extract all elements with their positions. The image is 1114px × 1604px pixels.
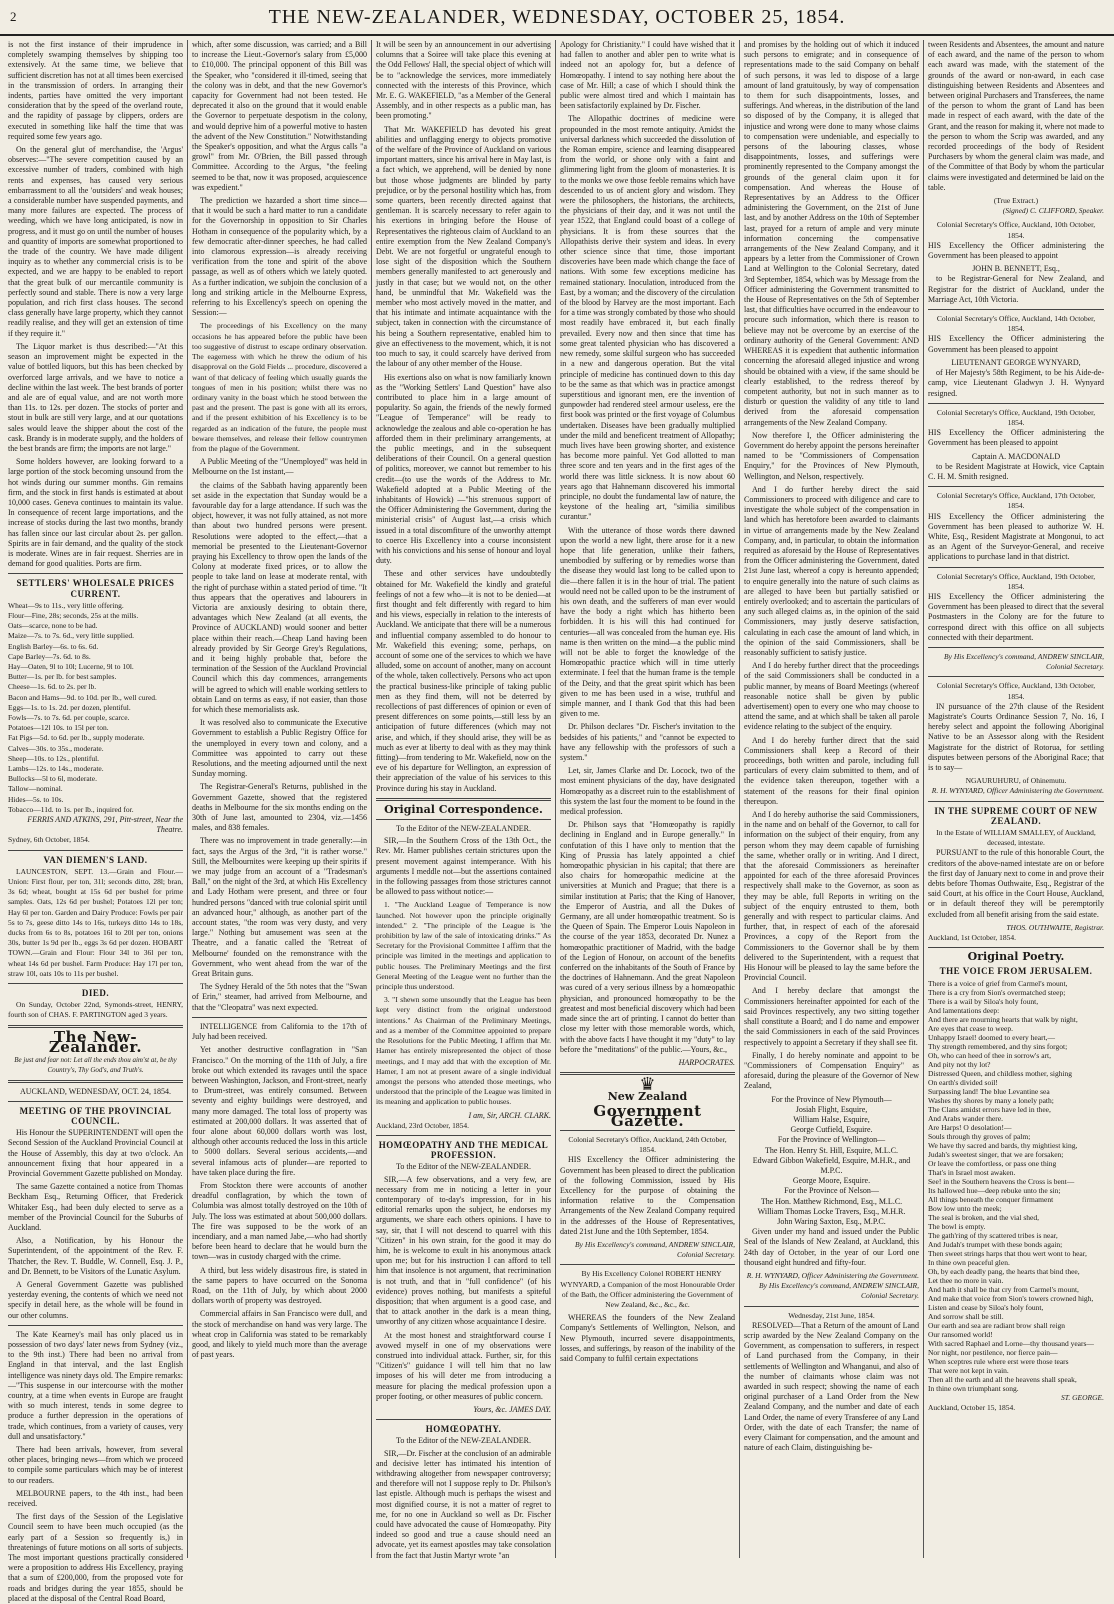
paragraph: Given under my hand and issued under the Public Seal of the Islands of New Zealand, at Auckland, this 24th day of October, in the year of our Lord one thousand eight hundred and fifty-four. <box>744 1227 919 1267</box>
poem-line: And make that voice from Sion's towers crowned high, <box>928 1293 1094 1303</box>
motto: Be just and fear not: Let all the ends thou aim'st at, be thy Country's, Thy God's, and Truth's. <box>14 1056 177 1075</box>
paragraph: The same Gazette contained a notice from Thomas Beckham Esq., Returning Officer, that Frederick Whitaker Esq., had been duly elected to serve as a member of the Provincial Council for the Suburbs of Auckland. <box>8 1182 183 1232</box>
poem-line: That were not kept in vain. <box>928 1365 1009 1375</box>
quoted-passage: The proceedings of his Excellency on the many occasions he has appeared before the public have been too suggestive of distrust to escape ordinary observation. The eagerness with which he threw the odium of his disapproval on the Gold Fields ... procedure, discovered a want of that delicacy of feeling which usually guards the tongues of men in his position; whilst there was no ordinary vanity in the boast which he stood between the past and the present. The past is gone with all its errors, and if the present exhibition of his Excellency is to be regarded as an indication of the future, the people must beware themselves, and release their fellow countrymen from the plague of the Government. <box>192 321 367 453</box>
poem-line: Then all the earth and all the heavens shall speak, <box>928 1374 1077 1384</box>
divider <box>376 1419 551 1420</box>
paragraph: At the most honest and straightforward course I avowed myself in one of my observations were construed into individual attack. Further, sir, for this "Citizen's" guidance I will tell him that no law imposes of his will deter me from introducing a measure for placing the medical profession upon a proper footing, or other measures of public concern. <box>376 1330 551 1401</box>
poem-line: That's in Israel most awaken. <box>928 1167 1016 1177</box>
paragraph: The Registrar-General's Returns, published in the Government Gazette, showed that the registered deaths in Melbourne for the six months ending on the 30th of June last, amounted to 2304, viz.—1456 males, and 838 females. <box>192 782 367 833</box>
gazette-notice <box>928 491 1104 567</box>
paragraph: Let, sir, James Clarke and Dr. Locock, two of the most eminent physicians of the day, have designated Homœopathy as a discreet ruin to the establishment of this system the last four the moment to be found in the medical profession. <box>560 766 735 817</box>
paragraph: A third, but less widely disastrous fire, is stated in the same papers to have occurred on the Sonoma Road, on the 11th of July, by which about 2000 dollars worth of property was destroyed. <box>192 1265 367 1306</box>
poem-line: Are eyes that cease to weep. <box>928 1023 1013 1033</box>
paragraph: Apology for Christianity." I could have wished that it had fallen to another and abler pen to write what is indeed not an apology for, but a defence of Homœopathy. I intend to say nothing here about the case of Mr. Hill; a case of which I should think the public were almost tired and which I maintain has been satisfactorily explained by Dr. Fischer. <box>560 40 735 111</box>
commissioner-line: Edward Gibbon Wakefield, Esquire, M.H.R., and M.P.C. <box>752 1155 911 1175</box>
divider <box>928 567 1104 568</box>
paragraph: Commercial affairs in San Francisco were dull, and the stock of merchandise on hand was very large. The wheat crop in California was stated to be remarkably good, and likely to yield much more than the average of past years. <box>192 1309 367 1360</box>
letter-address: To the Editor of the NEW-ZEALANDER. <box>396 1436 531 1446</box>
commissioner-line: The Hon. Henry St. Hill, Esquire, M.L.C. <box>764 1145 899 1155</box>
paragraph: Finally, I do hereby nominate and appoint to be "Commissioners of Compensation Enquiry" as aforesaid, during the pleasure of the Governor of New Zealand, <box>744 1050 919 1091</box>
poem-line: Surpassing land! The blue Levantine sea <box>928 1086 1050 1096</box>
poem-line: See! in the Southern heavens the Cross is bent— <box>928 1176 1075 1186</box>
divider <box>928 676 1104 677</box>
commissioner-line: The Hon. Matthew Richmond, Esq., M.L.C. <box>760 1196 903 1206</box>
divider <box>560 1264 735 1265</box>
price-line: Tallow—nominal. <box>8 784 63 794</box>
poem-line: The bowl is empty. <box>928 1221 986 1231</box>
poem-line: Unhappy Israel! doomed to every heart,— <box>928 1032 1056 1042</box>
price-line: Hides—5s. to 10s. <box>8 794 64 804</box>
poem-line: Its hallowed hue—deep rebuke unto the sin; <box>928 1185 1061 1195</box>
paragraph: And I do further hereby direct the said Commissioners to proceed with diligence and care to investigate the whole subject of the compensation in land which has heretofore been awarded to claimants in virtue of arrangements made by the New Zealand Company, and, in particular, to obtain the information required as aforesaid by the House of Representatives from the Officer administering the Government, dated 21st June last, whereof a copy is hereunto appended; to enquire generally into the nature of such claims as are alleged to have been but partially satisfied or entirely overlooked; and to ascertain the particulars of any such alleged claims as, in the opinion of the said Commissioners, may justly deserve satisfaction, calculating in each case the amount of land which, in the opinion of the said Commissioners, shall be reasonably sufficient to satisfy justice. <box>744 484 919 657</box>
gazette-notice <box>928 572 1104 648</box>
price-line: Butter—1s. per lb. for best samples. <box>8 672 117 682</box>
paragraph: tween Residents and Absentees, the amount and nature of each award, and the name of the person to whom each award was made, with the statement of the grounds of the award or non-award, in each case distinguishing between Residents and Absentees and between original Purchasers and Transferees, the name of the person to whom the grant of Land has been made in respect of each award, with the date of the Grant, and the reason for making it, where not made to the person to whom the Scrip was awarded, and any recorded proceedings of the body of Resident Purchasers by whom the general claim was made, and of the Committee of that Body by whom the particular claims were investigated and determined be laid on the table. <box>928 40 1104 192</box>
paragraph: The Allopathic doctrines of medicine were propounded in the most remote antiquity. Amidst the universal darkness which succeeded the dissolution of the Roman empire, science and learning disappeared from the world, or shone only with a faint and glimmering light from the gloom of monasteries. It is to the monks we owe those feeble remains which have descended to us of ancient glory and wisdom. They were the philosophers, the historians, the architects, the physicians of their day, and it was not until the year 1522, that England could boast of a college of physicians. It is from these sources that the Allopathists derive their system and ideas. In every other science since that time, those important discoveries have been made which change the face of nations. With some few exceptions medicine has remained stationary. Inoculation, introduced from the East, by a woman; and the discovery of the circulation of the blood by Harvey are the most important. Each for a time was strongly combated by those who should most readily have embraced it, but each finally prevailed. Every now and then since that time has some great talented physician who has discovered a new remedy, some skilful surgeon who has succeeded in a new and dangerous operation. But the vital principle of medicine has continued down to this day to be the same as that which was in practice amongst superstitious and ignorant men, ere the invention of gunpowder had rendered steel armour useless, ere the first book was printed or the first voyage of Columbus undertaken. Diseases have been gradually multiplied under the mild and beneficent treatment of Allopathy; much lives have been growing shorter, and existence has become more painful. Yet God allotted to man three score and ten years and in the first ages of the world there was little sickness. It is now about 60 years ago that Hahnemann discovered his immortal principle, no doubt the fundamental law of nature, the keystone of the healing art, "similia similibus curantur." <box>560 114 735 522</box>
notice-body: HIS Excellency the Officer administering the Government has been pleased to appoint <box>928 428 1104 448</box>
signature: I am, Sir, ARCH. CLARK. <box>468 1110 551 1120</box>
price-line: Bullocks—5l to 6l, moderate. <box>8 774 97 784</box>
office-dateline: Colonial Secretary's Office, Auckland, 24th October, 1854. <box>568 1134 727 1155</box>
section-heading-meeting: MEETING OF THE PROVINCIAL COUNCIL. <box>19 1105 172 1126</box>
office-dateline: Colonial Secretary's Office, Auckland, 19th October, 1854. <box>936 571 1096 591</box>
paragraph: IN pursuance of the 27th clause of the Resident Magistrate's Courts Ordinance Session 7, No. 16, I hereby select and appoint the following Aboriginal Native to be an Assessor along with the Resident Magistrate for the district of Rotorua, for settling disputes between persons of the Aboriginal Race; that is to say— <box>928 701 1104 772</box>
paragraph: There had been arrivals, however, from several other places, bringing news—from which we proceed to compile some particulars which may be of interest to our readers. <box>8 1445 183 1485</box>
poem-line: Washes thy shores by many a lonely path; <box>928 1095 1054 1105</box>
commissioner-line: George Moore, Esquire. <box>792 1176 871 1186</box>
price-line: Oats—scarce, none to be had. <box>8 621 98 631</box>
poem-line: Listen and cease by Siloa's holy fount, <box>928 1302 1044 1312</box>
appointee-name: JOHN B. BENNETT, Esq., <box>972 264 1060 274</box>
column-4 <box>556 40 740 1558</box>
section-heading-prices: SETTLERS' WHOLESALE PRICES CURRENT. <box>16 578 175 599</box>
price-line: English Barley—6s. to 6s. 6d. <box>8 641 99 651</box>
paragraph: MELBOURNE papers, to the 4th inst., had been received. <box>8 1488 183 1509</box>
poem-line: Our ransomed world! <box>928 1329 993 1339</box>
paragraph: and promises by the holding out of which it induced such persons to emigrate; and in consequence of representations made to the said Company on behalf of such persons, it was led to dispose of a large amount of land gratuitously, by way of compensation to them for such disappointments, losses, and sufferings. And whereas, in the distribution of the land so disposed of by the Company, it is alleged that injustice and wrong were done to many whose claims to compensation were undeniable, and especially to persons of the labouring classes, whose disappointments, losses, and sufferings were prominently represented to the Company amongst the grounds of the general claim upon it for compensation. And whereas the House of Representatives by an Address to the Officer administering the Government, on the 21st of June last, and by another Address on the 10th of September last, prayed for a return of ample and very minute information concerning the compensative arrangements of the New Zealand Company, and it appears by a letter from the Commissioner of Crown Land at Wellington to the Colonial Secretary, dated 3rd September, 1854, which was by Message from the Officer administering the Government transmitted to the House of Representatives on the 5th of September last, that difficulties have occurred in the endeavour to procure such information, which there is reason to believe may not be overcome by an exercise of the ordinary authority of the General Government: AND WHEREAS it is expedient that authentic information concerning the aforesaid alleged injustice and wrong should be obtained with a view, if the same should be clearly established, to the redress thereof by competent authority, but not in such manner as to disturb or question the validity of any title to land derived from the aforesaid compensation arrangements of the New Zealand Company. <box>744 40 919 427</box>
signature: R. H. WYNYARD, Officer Administering the Government. <box>746 1270 919 1280</box>
poem-line: When sceptres rule where erst were those tears <box>928 1356 1069 1366</box>
divider <box>8 1080 183 1083</box>
dateline: Wednesday, 21st June, 1854. <box>788 1310 875 1320</box>
poem-line: And hath it shall be that cry from Carmel's mount, <box>928 1284 1079 1294</box>
price-line: Fat Pigs—5d. to 6d. per lb., supply moderate. <box>8 733 145 743</box>
paragraph: The Sydney Herald of the 5th notes that the "Swan of Erin," steamer, had arrived from Melbourne, and that the "Cleopatra" was next expected. <box>192 982 367 1012</box>
paragraph: is not the first instance of their imprudence in completely swamping themselves by shipping too extensively. At the same time, we believe that sufficient discretion has not at all times been exercised in the transmission of orders. In arranging their indents, parties have omitted the very important consideration that by the speed of the overland route, and the rapidity of passage by clippers, orders are executed in something like half the time that was required some few years ago. <box>8 40 183 141</box>
paragraph: RESOLVED—That a Return of the amount of Land scrip awarded by the New Zealand Company on the Government, as compensation to sufferers, in respect of Land purchased from the Company, in their settlements of Wellington and Whanganui, and also of the number of claimants whose claim was not awarded in such respect; showing the name of each original purchaser of a Land Order from the New Zealand Company, and the number and date of each Land Order, the name of every Transferee of any Land Order, with the date of each Transfer; the name of every Claimant for compensation, and the amount and nature of each Claim, distinguishing be- <box>744 1320 919 1453</box>
office-dateline: Colonial Secretary's Office, Auckland, 13th October, 1854. <box>936 681 1096 701</box>
poem-line: There is a voice of grief from Carmel's mount, <box>928 978 1068 988</box>
paragraph: A General Government Gazette was published yesterday evening, the contents of which we need not specify in detail here, as the whole will be found in our other columns. <box>8 1279 183 1320</box>
paragraph: which, after some discussion, was carried; and a Bill to increase the Lieut.-Governor's salary from £5,000 to £10,000. The principal opponent of this Bill was the Speaker, who "considered it ill-timed, seeing that the colony was in debt, and that the new Governor's capacity for Government had not been tested. He deprecated it also on the ground that it would enable the Governor to perpetuate despotism in the colony, and would deprive him of a powerful motive to hasten the advent of the New Constitution." Notwithstanding the Speaker's opposition, and what the Argus calls "a growl" from Mr. O'Brien, the Bill passed through Committee. According to the Argus, "the feeling seemed to be that, now it was proposed, acquiescence was expedient." <box>192 40 367 192</box>
dateline: Auckland, October 15, 1854. <box>928 1402 1016 1412</box>
divider <box>376 1135 551 1136</box>
price-line: Fowls—7s. to 7s. 6d. per couple, scarce. <box>8 713 130 722</box>
commissioner-line: William Halse, Esquire, <box>793 1114 870 1124</box>
poem-title: THE VOICE FROM JERUSALEM. <box>939 966 1093 977</box>
dateline: Auckland, 23rd October, 1854. <box>376 1120 470 1130</box>
poem-line: In thine own triumphant song. <box>928 1383 1019 1393</box>
paragraph: From Stockton there were accounts of another dreadful conflagration, by which the town of Columbia was almost totally destroyed on the 10th of July. The loss was estimated at about 500,000 dollars. The fire was supposed to be the work of an incendiary, and a man named Jabe,—who had shortly before been heard to declare that he would burn the town—was in custody charged with the crime. <box>192 1180 367 1262</box>
signature: Yours, &c. JAMES DAY. <box>473 1405 551 1414</box>
poem-line: Nor night, nor pestilence, nor fierce pain— <box>928 1347 1058 1357</box>
columns <box>4 40 1110 1603</box>
estate-subtitle: In the Estate of WILLIAM SMALLEY, of Auckland, deceased, intestate. <box>936 828 1096 848</box>
paragraph: And I do hereby authorise the said Commissioners, in the name and on behalf of the Governor, to call for information on the subject of their enquiry, from any person whom they may deem capable of furnishing the same, whether orally or in writing. And I direct, that the aforesaid Commissioners as hereinafter appointed for each of the three aforesaid Provinces respectively shall make to the Governor, as soon as they may be able, full Reports in writing on the subject of the enquiry entrusted to them, both generally and with respect to particular claims. And further, that, in respect of each of the aforesaid Provinces, a copy of the Report from the Commissioners to the Governor shall be by them delivered to the Superintendent, with a request that His Honour will be pleased to lay the same before the Provincial Council. <box>744 810 919 983</box>
appointee-name: LIEUTENANT GEORGE WYNYARD, <box>951 357 1081 367</box>
gazette-notice <box>928 314 1104 404</box>
divider <box>928 403 1104 404</box>
price-line: Hay—Oaten, 9l to 10l; Lucerne, 9l to 10l. <box>8 661 134 671</box>
divider <box>928 647 1104 648</box>
price-line: Potatoes—12l 10s. to 15l per ton. <box>8 723 109 733</box>
signature: By His Excellency's command, ANDREW SINCLAIR, Colonial Secretary. <box>944 651 1104 672</box>
paragraph: the claims of the Sabbath having apparently been set aside in the expectation that Sunday would be a favourable day for a large attendance. If such was the object, however, it was not fully attained, as not more than about two hundred persons were present. Resolutions were adopted to the effect,—that a memorial be presented to the Lieutenant-Governor praying his Excellency to throw open the lands of the Colony at moderate fixed prices, or to allow the people to take land on lease at moderate rental, with the right of purchase within a stated period of time. "It thus appears that the operatives and labourers in Victoria are anxiously desiring to obtain there, advantages which New Zealand (at all events, the Province of AUCKLAND) would sooner and better place within their reach.—Cheap Land having been already provided by Sir George Grey's Regulations, and it being highly probable that, before the termination of the Session of the Auckland Provincial Council which this day commences, arrangements will be agreed to which will enable working settlers to obtain Land on terms as easy, if not easier, than those for which these memorialists ask. <box>192 480 367 714</box>
dateline: Auckland, 1st October, 1854. <box>928 933 1017 943</box>
divider <box>744 1306 919 1307</box>
notice-body: HIS Excellency the Officer administering the Government has been pleased to direct that the several Postmasters in the Colony are for the future to correspond direct with this office on all subjects connected with their department. <box>928 591 1104 642</box>
price-line: Cheese—1s. 6d. to 2s. per lb. <box>8 682 97 692</box>
section-heading-correspondence: Original Correspondence. <box>384 802 543 816</box>
poem-line: Oh, by each deadly pang, the hearts that bind thee, <box>928 1266 1080 1276</box>
letter-address: To the Editor of the NEW-ZEALANDER. <box>396 1162 531 1172</box>
paragraph: LAUNCESTON, SEPT. 13.—Grain and Flour.—Union: First flour, per ton, 31l; seconds ditto, 28l; bran, 3s 6d; wheat, bought at 15s 6d per bushel for prime samples. Oats, 12s 6d per bushel; Potatoes 12l per ton; Hay 6l per ton. Garden and Dairy Produce: Fowls per pair 5s to 7s, geese ditto 14s to 16s, turkeys ditto 14s to 18s, ducks from 6s to 8s, potatoes 16l to 20l per ton, onions 30s, butter 1s 9d per lb., eggs 3s 6d per dozen. HOBART TOWN.—Grain and Flour: Flour 34l to 36l per ton, wheat 14s 6d per bushel. Farm Produce: Hay 17l per ton, straw 10l, oats 10s to 11s per bushel. <box>8 866 183 978</box>
poem-line: Bow low unto the meek; <box>928 1203 1002 1213</box>
section-heading-poetry: Original Poetry. <box>967 950 1065 964</box>
price-line: Wheat—9s to 11s., very little offering. <box>8 600 124 610</box>
poem-line: Thy strength remembered, and thy sins forgot; <box>928 1041 1068 1051</box>
royal-crest-icon: ♛ <box>639 1074 656 1095</box>
office-dateline: Colonial Secretary's Office, Auckland, 19th October, 1854. <box>936 407 1096 427</box>
masthead <box>0 0 1114 36</box>
poem-line: There is a cry from Sion's overmatched steep; <box>928 987 1066 997</box>
divider <box>928 801 1104 802</box>
poem-line: And Arabs wander there. <box>928 1113 1003 1123</box>
paragraph: His Honour the SUPERINTENDENT will open the Second Session of the Auckland Provincial Council at the House of Assembly, this day at two o'clock. An announcement fixing that hour appeared in a Provincial Government Gazette published on Monday. <box>8 1128 183 1178</box>
paragraph: The Liquor market is thus described:—"At this season an improvement might be expected in the value of bottled liquors, but this has been checked by overforced large arrivals, and we have to notice a decline within the last week. The best brands of porter and ale are of equal value, and are not worth more than 11s. to 12s. per dozen. The stocks of porter and stout in bulk are still very large, and at our quotations sales would leave the shipper about the cost of the cask. Brandy is in moderate supply, and the holders of the best brands are firm; the imports are not large." <box>8 341 183 453</box>
notice-body: HIS Excellency the Officer administering the Government has been pleased to appoint <box>928 334 1104 354</box>
poem-line: The seal is broken, and the vial shed, <box>928 1212 1040 1222</box>
divider <box>928 947 1104 948</box>
poem-line: Let thee no more in vain. <box>928 1275 1004 1285</box>
poem-line: All things beneath the conquer firmament <box>928 1194 1054 1204</box>
poem-line: On earth's divided soil! <box>928 1077 998 1087</box>
column-5 <box>740 40 924 1558</box>
paragraph: 3. "I shewn some unsoundly that the League has been kept very distinct from the original understood intentions." As Chairman of the Preliminary Meetings, and as a member of the Committee appointed to prepare the Resolutions for the Public Meeting, I affirm that Mr. Hamer has entirely misrepresented the object of those meetings, and I may add that with the exception of Mr. Hamer, I am not at present aware of a single individual amongst the persons who attended those meetings, who understood that the principle of the League was limited in its meaning and application to public houses. <box>376 995 551 1107</box>
paragraph: Dr. Philson says that "Homœopathy is rapidly declining in England and in Europe generally." In confutation of this I have only to mention that the King of Prussia has lately appointed a chief homœopathic physician in his capital; that there are also chairs for homœopathic medicine at the universities at Munich and Prague; that there is a similar institution at Paris; that the King of Hanover, the Emperor of Austria, and all the Dukes of Germany, are all under homœopathic treatment. So is the Queen of Spain. The Emperor Louis Napoleon in the course of the year 1853, decorated Dr. Nunez a homœopathic practitioner of Madrid, with the badge of the Legion of Honour, on account of the benefits conferred on the inhabitants of the South of France by the doctrines of Hahnemann. And the great Napoleon was cured of a very serious illness by a homœopathic physician, and pronounced homœopathy to be the greatest and most beneficial discovery which had been made since the art of printing. I cannot do better than close my letter with those memorable words, which, with the above facts I have thought it my "duty" to lay before the "meditations" of the public.—Yours, &c., <box>560 820 735 1054</box>
signature: By His Excellency's command, ANDREW SINCLAIR, Colonial Secretary. <box>575 1239 735 1260</box>
paper-title: The New-Zealander. <box>48 1027 143 1056</box>
poem-line: We have thy sacred and bards, thy mightiest king, <box>928 1140 1078 1150</box>
paragraph: On the general glut of merchandise, the 'Argus' observes:—"The severe competition caused by an excessive number of traders, combined with high rents and expenses, has caused very serious embarrassment to all the 'outsiders' and weak houses; a considerable number have suspended payments, and many more failures are expected. The process of weeding, which we have long anticipated, is now in progress, and it must go on until the number of houses and quantity of imports are somewhat proportioned to the trade of the country. We have made diligent inquiry as to whether any commercial crisis is to be expected, and we are happy to be enabled to report that the great bulk of our mercantile community is perfectly sound and stable. There is now a very large population, and rich first class houses. The second class generally have large property, which they cannot readily realise, and they will get an extension of time if they require it." <box>8 145 183 338</box>
paragraph: Yet another destructive conflagration in "San Francisco." On the morning of the 11th of July, a fire broke out which extended its ravages until the space between Washington, Jackson, and Front-street, nearly to Drum-street, was entirely consumed. Between seventy and eighty buildings were destroyed, and many more damaged. The total loss of property was estimated at 200,000 dollars. It was asserted that of four alone about 60,000 dollars worth was lost, although other accounts reduced the loss in this article to 5000 dollars. Several serious accidents,—and several infamous acts of plunder—are reported to have taken place during the fire. <box>192 1045 367 1177</box>
poem-line: And lamentations deep: <box>928 1005 1000 1015</box>
poem-line: Distressed Queen, and childless mother, sighing <box>928 1068 1073 1078</box>
column-1 <box>4 40 188 1603</box>
paragraph: WHEREAS the founders of the New Zealand Company's Settlements of Wellington, Nelson, and New Plymouth, incurred severe disappointments, losses, and sufferings, by reason of the inability of the said Company to fulfil certain expectations <box>560 1313 735 1363</box>
divider <box>8 1325 183 1326</box>
poem <box>928 979 1104 1393</box>
notice-list <box>928 220 1104 648</box>
commissioner-list <box>744 1095 919 1228</box>
paragraph: The prediction we hazarded a short time since—that it would be such a hard matter to run a candidate for the Governorship in opposition to Sir Charles Hotham in consequence of the popularity which, by a few democratic after-dinner speeches, he had called into clamorous expression—is already receiving verification from the tone and spirit of the above passage, as well as of others which we lately quoted. As a further indication, we subjoin the conclusion of a long and striking article in the Melbourne Express, referring to his Excellency's speech on opening the Session:— <box>192 196 367 318</box>
paragraph: The first days of the Session of the Legislative Council seem to have been much occupied (as the early part of a Session so frequently is,) in threatenings of future motions on all sorts of subjects. The most important questions practically considered were a proposition to address His Excellency, praying that a sum of £200,000, from the proposed vote for roads and bridges during the year 1855, should be placed at the disposal of the Central Road Board, <box>8 1512 183 1603</box>
paragraph: Some holders however, are looking forward to a large portion of the stock becoming unsound from the hot winds during our summer months. Gin remains firm, and the stock in first hands is estimated at about 10,000 cases. Geneva continues to maintain its value. In consequence of recent large importations, and the increase of stocks during the last two months, brandy has fallen since our last circular about 2s. per gallon. Spirits are in fair demand, and the quality of the stock is moderate. Wines are in fair request. Sherries are in demand for good qualities. Ports are firm. <box>8 457 183 569</box>
column-2 <box>188 40 372 1558</box>
notice-body: HIS Excellency the Officer administering the Government has been pleased to authorize W. H. White, Esq., Resident Magistrate at Mongonui, to act as an Agent of the Surveyor-General, and receive applications to purchase land in that district. <box>928 511 1104 562</box>
paragraph: SIR,—A few observations, and a very few, are necessary from me in noticing a letter in your contemporary of to-day's impression, for in his editorial remarks upon the subject, he endorses my arguments, we share each others opinions. I have to say, sir, that I will not descend to quarrel with this "Citizen" in his own strain, for the good it may do him, he is welcome to exult in his anonymous attack upon me; but for his instruction I can afford to tell him that insolence is not argument, that recrimination is not truth, and that in "full confidence" (of his evidence) proves nothing, but manifests a spiteful disposition; that when argument is a good case, and that to attack another in the dark is a mean thing, unworthy of any citizen whose acquaintance I desire. <box>376 1174 551 1327</box>
date-line: AUCKLAND, WEDNESDAY, OCT. 24, 1854. <box>19 1086 172 1096</box>
office-dateline: Colonial Secretary's Office, Auckland, 17th October, 1854. <box>936 491 1096 511</box>
divider <box>376 798 551 801</box>
poem-line: And there are mourning hearts that walk by night, <box>928 1014 1078 1024</box>
paragraph: INTELLIGENCE from California to the 17th of July had been received. <box>192 1021 367 1042</box>
office-dateline: Colonial Secretary's Office, Auckland, 14th October, 1854. <box>936 314 1096 334</box>
signature: FERRIS AND ATKINS, 291, Pitt-street, Near the Theatre. <box>27 815 183 835</box>
paragraph: SIR,—Dr. Fischer at the conclusion of an admirable and decisive letter has intimated his intention of withdrawing altogether from newspaper controversy; and therefore will not I suppose reply to Dr. Philson's last epistle. Although much is perhaps the wisest and most dignified course, it is not a matter of regret to me, for no one in Auckland so well as Dr. Fischer could have advocated the cause of Homœopathy. Pity indeed so good and true a cause should need an advocate, yet its earnest apostles may take consolation from the fact that Justin Martyr wrote "an <box>376 1448 551 1560</box>
paragraph: SIR,—In the Southern Cross of the 13th Oct., the Rev. Mr. Hamer publishes certain strictures upon the present movement against intemperance. With his arguments I meddle not—but the assertions contained in the following passages from those strictures cannot be allowed to pass without notice:— <box>376 836 551 897</box>
poem-line: Oh, who can heed of thee in sorrow's art, <box>928 1050 1051 1060</box>
price-line: Tobacco—11d. to 1s. per lb., inquired for. <box>8 804 134 814</box>
appointee-name: NGAURUHURU, of Ohinemutu. <box>965 776 1067 786</box>
poem-line: Souls through thy groves of palm; <box>928 1131 1031 1141</box>
notice-body: HIS Excellency the Officer administering the Government has been pleased to appoint <box>928 240 1104 261</box>
paragraph: Also, a Notification, by his Honour the Superintendent, of the appointment of the Rev. F. Thatcher, the Rev. T. Buddle, W. Connell, Esq. J. P., and Dr. Bennett, to be Visitors of the Lunatic Asylum. <box>8 1236 183 1276</box>
notice-detail: of Her Majesty's 58th Regiment, to be his Aide-de-camp, vice Lieutenant Gladwyn J. H. Wynyard resigned. <box>928 368 1104 398</box>
divider <box>8 1101 183 1102</box>
divider <box>192 1017 367 1018</box>
commissioner-line: For the Province of Wellington— <box>777 1135 886 1145</box>
price-line: Calves—30s. to 35s., moderate. <box>8 743 104 753</box>
price-line: Eggs—1s. to 1s. 2d. per dozen, plentiful. <box>8 702 131 712</box>
paragraph: With the utterance of those words there dawned upon the world a new light, there arose for it a new hope that life generation, unlike their fathers, unembodied by suffering or by remedies worse than the disease they would last long to be called upon to die—there fallen it is in the hour of trial. The patient would need not be called upon to be the instrument of his own death, and the sufferers of man ever would have the body a right which has hitherto been forbidden. It is his will this had continued for centuries—all was concealed from the human eye. His name is then written on the mind—a the public mind will not be able to forget the knowledge of the Homœopathic practice which will in time utterly exterminate. I feel that the human frame is the temple of the Deity, and that the great spirit which has been given to me has been used in a wise, truthful and simple manner, and I thank God that this had been given to me. <box>560 525 735 719</box>
newspaper-title: THE NEW-ZEALANDER, WEDNESDAY, OCTOBER 25, 1854. <box>268 6 846 28</box>
divider <box>928 309 1104 310</box>
price-list <box>8 601 183 815</box>
price-line: Flour—Fine, 28s; seconds, 25s at the mills. <box>8 610 139 620</box>
commissioner-line: William Thomas Locke Travers, Esq., M.H.R. <box>757 1206 906 1216</box>
divider <box>8 573 183 574</box>
poem-line: With sacred Raphael and Lorne—thy thousand years— <box>928 1338 1094 1348</box>
poem-line: And sorrow shall be still. <box>928 1311 1004 1321</box>
gazette-notice <box>928 220 1104 310</box>
poem-line: Our earth and sea are radiant brow shall reign <box>928 1320 1066 1330</box>
poem-line: Or leave the comfortless, or pass one thing <box>928 1158 1057 1168</box>
divider <box>928 486 1104 487</box>
price-line: Sheep—10s. to 12s., plentiful. <box>8 753 100 763</box>
paragraph: On Sunday, October 22nd, Symonds-street, HENRY, fourth son of CHAS. F. PARTINGTON aged 3 years. <box>8 1000 183 1020</box>
gazette-heading-small: New Zealand <box>607 1090 688 1104</box>
section-heading-homeopathy-2: HOMŒOPATHY. <box>425 1424 502 1435</box>
paragraph: The Kate Kearney's mail has only placed us in possession of two days' later news from Sydney (viz., to the 9th inst.) There had been no arrival from England in that interval, and the last English intelligence was ninety days old. The Empire remarks:—"This suspense in our intercourse with the mother country, at a time when events in Europe are fraught with so much interest, tends in some degree to produce a further depression in the operations of trade, which continues, from a variety of causes, very dull and unsatisfactory." <box>8 1329 183 1441</box>
gazette-notice <box>928 408 1104 487</box>
gazette-heading: Government Gazette. <box>593 1101 702 1130</box>
paragraph: A Public Meeting of the "Unemployed" was held in Melbourne on the 1st instant,— <box>192 457 367 477</box>
divider <box>8 983 183 984</box>
poem-line: In thine own peaceful glen. <box>928 1257 1010 1267</box>
commissioner-line: For the Province of New Plymouth— <box>771 1094 892 1104</box>
poem-line: And Judah's trumpet with these bonds again; <box>928 1239 1063 1249</box>
signature: THOS. OUTHWAITE, Registrar. <box>1006 922 1104 932</box>
paragraph: HIS Excellency the Officer administering the Government has been pleased to direct the publication of the following Commission, issued by His Excellency for the purpose of obtaining the information relative to the Compensation Arrangements of the New Zealand Company required in the addresses of the House of Representatives, dated 21st June and the 10th September, 1854. <box>560 1155 735 1236</box>
column-6 <box>924 40 1108 1558</box>
office-dateline: Colonial Secretary's Office, Auckland, 10th October, 1854. <box>936 220 1096 240</box>
signature: ST. GEORGE. <box>1061 1392 1104 1402</box>
paragraph: By His Excellency Colonel ROBERT HENRY WYNYARD, a Companion of the most Honourable Order of the Bath, the Officer administering the Government of New Zealand, &c., &c., &c. <box>560 1269 735 1309</box>
paragraph: And I hereby declare that amongst the Commissioners hereinafter appointed for each of the said Provinces respectively, any two sitting together shall constitute a Board; and I do name and empower the said Commissioners in each of the said Provinces respectively to appoint a Secretary if they shall see fit. <box>744 986 919 1047</box>
paragraph: Dr. Philson declares "Dr. Fischer's invitation to the bedsides of his patients," and "cannot be expected to have any fellowship with the professors of such a system." <box>560 722 735 763</box>
poem-line: Then sweet strings harps that thou wert wont to hear, <box>928 1248 1087 1258</box>
paragraph: And I do hereby further direct that the proceedings of the said Commissioners shall be conducted in a public manner, by means of Board Meetings (whereof reasonable notice shall be given by public advertisement) open to every one who may choose to attend the same, and at which shall be taken all parole evidence relating to the subject of the enquiry. <box>744 661 919 732</box>
section-heading-vdl: VAN DIEMEN'S LAND. <box>43 854 148 865</box>
poem-line: There is a wail by Siloa's holy fount, <box>928 996 1039 1006</box>
paragraph: PURSUANT to the rule of this honorable Court, the creditors of the above-named intestate are on or before the first day of January next to come in and prove their debts before Thomas Outhwaite, Esq., Registrar of the said Court, at his office in the Court House, Auckland, or in default thereof they will be peremptorily excluded from all benefit arising from the said estate. <box>928 848 1104 919</box>
section-heading-died: DIED. <box>81 988 110 999</box>
paragraph: These and other services have undoubtedly obtained for Mr. Wakefield the kindly and grateful feelings of not a few who—it is not to be denied—at first thought and felt differently with regard to him and his views, especially in relation to the interests of Auckland. We anticipate that there will be a numerous and influential company assembled to do honour to Mr. Wakefield this evening; some, perhaps, on account of some one of the services to which we have alluded, some on account of another, many on account of the whole, taken collectively. Persons who act upon the practical business-like principle of taking public men as they find them, will not be deterred by recollections of past differences of opinion or even of present differences on some points,—still less by an anticipation of future differences (which may not arise, and which, if they should arise, they will be as much as ever at liberty to deal with as they may think fitting)—from tendering to Mr. Wakefield, now on the eve of his departure for Wellington, an expression of their appreciation of the value of his services to this Province during his stay in Auckland. <box>376 569 551 793</box>
notice-detail: to be Registrar-General for New Zealand, and Registrar for the district of Auckland, under the Marriage Act, 10th Victoria. <box>928 274 1104 304</box>
paragraph: That Mr. WAKEFIELD has devoted his great abilities and unflagging energy to objects promotive of the welfare of the Province of Auckland on various important matters, since his arrival here in May last, is a fact which, we apprehend, will be denied by none but those whose judgments are blinded by party prejudice, or by the personal hostility which has, from some quarters, been recently directed against that gentleman. It is scarcely necessary to refer again to his exertions in bringing before the House of Representatives the righteous claim of Auckland to an entire exemption from the New Zealand Company's Debt. We are not forgetful or ungrateful enough to lose sight of the disposition which the Southern members generally manifested to act generously and justly in that case; but we would not, on the other hand, be unmindful that Mr. Wakefield was the member who most actively moved in the matter, and that his intimate and intimate acquaintance with the subject, taken in connection with the circumstance of his being a Southern representative, enabled him to give an effectiveness to the movement, which, it is not too much to say, it could scarcely have derived from the labour of any other member of the House. <box>376 124 551 369</box>
appointee-name: Captain A. MACDONALD <box>971 451 1061 461</box>
commissioner-line: Josiah Flight, Esquire, <box>795 1104 868 1114</box>
poem-line: Are Harps! O desolation!— <box>928 1122 1012 1132</box>
paragraph: There was no improvement in trade generally:—in fact, says the Argus of the 3rd, "it is rather worse." Still, the Melbournites were keeping up their spirits if we may judge from an account of a "Tradesman's Ball," on the night of the 3rd, at which His Excellency and Lady Hotham were present, and three or four hundred persons "danced with true colonial spirit until an advanced hour," although, as another part of the account states, "the room was very dusty, and very large." Nothing but amusement was seen at the Theatre, and a fanatic called the 'Retreat of Melbourne' founded on the remonstrance with the Government, who went ahead from the war of the Great Britain guns. <box>192 836 367 979</box>
commissioner-line: George Cutfield, Esquire. <box>790 1125 873 1135</box>
poem-line: The Clans amidst errors have led in thee, <box>928 1104 1051 1114</box>
paragraph: 1. "The Auckland League of Temperance is now launched. Not however upon the principle originally intended." 2. "The principle of the League is 'the prohibition by law of the sale of intoxicating drinks.'" As Secretary for the Provisional Committee I affirm that the principle was limited in the meetings and application to public houses. The Preliminary Meetings and the first General Meeting of the League went no further than the principle thus understood. <box>376 900 551 992</box>
commissioner-line: For the Province of Nelson— <box>784 1186 879 1196</box>
dateline: Sydney, 6th October, 1854. <box>8 835 90 845</box>
poem-line: The gath'ring of thy scattered tribes is near, <box>928 1230 1058 1240</box>
signature: HARPOCRATES. <box>678 1057 735 1067</box>
divider <box>560 1130 735 1131</box>
extract-note: (True Extract.) <box>993 196 1039 206</box>
signature: R. H. WYNYARD, Officer Administering the Government. <box>931 786 1104 796</box>
section-heading-court: IN THE SUPREME COURT OF NEW ZEALAND. <box>934 805 1098 826</box>
price-line: Maize—7s. to 7s. 6d., very little supplied. <box>8 631 135 641</box>
column-3 <box>372 40 556 1558</box>
notice-detail: to be Resident Magistrate at Howick, vice Captain C. H. M. Smith resigned. <box>928 461 1104 481</box>
signature: By His Excellency's command, ANDREW SINCLAIR, Colonial Secretary. <box>759 1281 919 1301</box>
price-line: Lambs—12s. to 14s., moderate. <box>8 764 104 774</box>
price-line: Bacon and Hams—9d. to 10d. per lb., well cured. <box>8 692 157 702</box>
paragraph: His exertions also on what is now familiarly known as the "Working Settlers' Land Question" have also contributed to place him in a large amount of popularity. So again, the friends of the newly formed "League of Temperance" will be ready to acknowledge the zealous and able co-operation he has afforded them in their preliminary arrangements, at the public meetings, and in the subsequent deliberations of their Council. On a general question of politics, moreover, we cannot but remember to his credit—(to use the words of the Address to Mr. Wakefield adopted at a Public Meeting of the inhabitants of Howick) —"his strenuous support of the Officer Administering the Government, during the ministerial crisis" of August last,—a crisis which issued in a total discomfiture of the unworthy attempt to coerce His Excellency into a course inconsistent with his convictions and his sense of honour and loyal duty. <box>376 372 551 566</box>
divider <box>8 850 183 851</box>
poem-line: And pity not thy lot? <box>928 1059 991 1069</box>
section-heading-homeopathy: HOMŒOPATHY AND THE MEDICAL PROFESSION. <box>378 1139 549 1161</box>
paragraph: And I do hereby further direct that the said Commissioners shall keep a Record of their proceedings, both written and parole, including full particulars of every claim submitted to them, and of the evidence taken thereupon, together with a statement of the reasons for their final opinion thereupon. <box>744 735 919 806</box>
signature: (Signed) C. CLIFFORD, Speaker. <box>1002 206 1104 216</box>
commissioner-line: John Waring Saxton, Esq., M.P.C. <box>777 1216 886 1226</box>
paragraph: It will be seen by an announcement in our advertising columns that a Soiree will take place this evening at the Odd Fellows' Hall, the special object of which will be to "acknowledge the services, more immediately connected with the interests of this Province, which Mr. E. G. WAKEFIELD, "as a Member of the General Assembly, and in other respects as a public man, has been promoting." <box>376 40 551 121</box>
page-number: 2 <box>10 9 18 24</box>
paragraph: It was resolved also to communicate the Executive Government to establish a Public Registry Office for the unemployed in every town and colony, and a Committee was appointed to carry out these Resolutions, and the meeting adjourned until the next Sunday morning. <box>192 718 367 779</box>
paragraph: Now therefore I, the Officer administering the Government do hereby appoint the persons hereinafter named to be "Commissioners of Compensation Enquiry," for the Provinces of New Plymouth, Wellington, and Nelson, respectively. <box>744 430 919 481</box>
divider <box>376 819 551 820</box>
letter-address: To the Editor of the NEW-ZEALANDER. <box>396 824 531 834</box>
poem-line: Judah's sweetest singer, that we are forsaken; <box>928 1149 1064 1159</box>
price-line: Cape Barley—7s. 6d. to 8s. <box>8 651 91 661</box>
